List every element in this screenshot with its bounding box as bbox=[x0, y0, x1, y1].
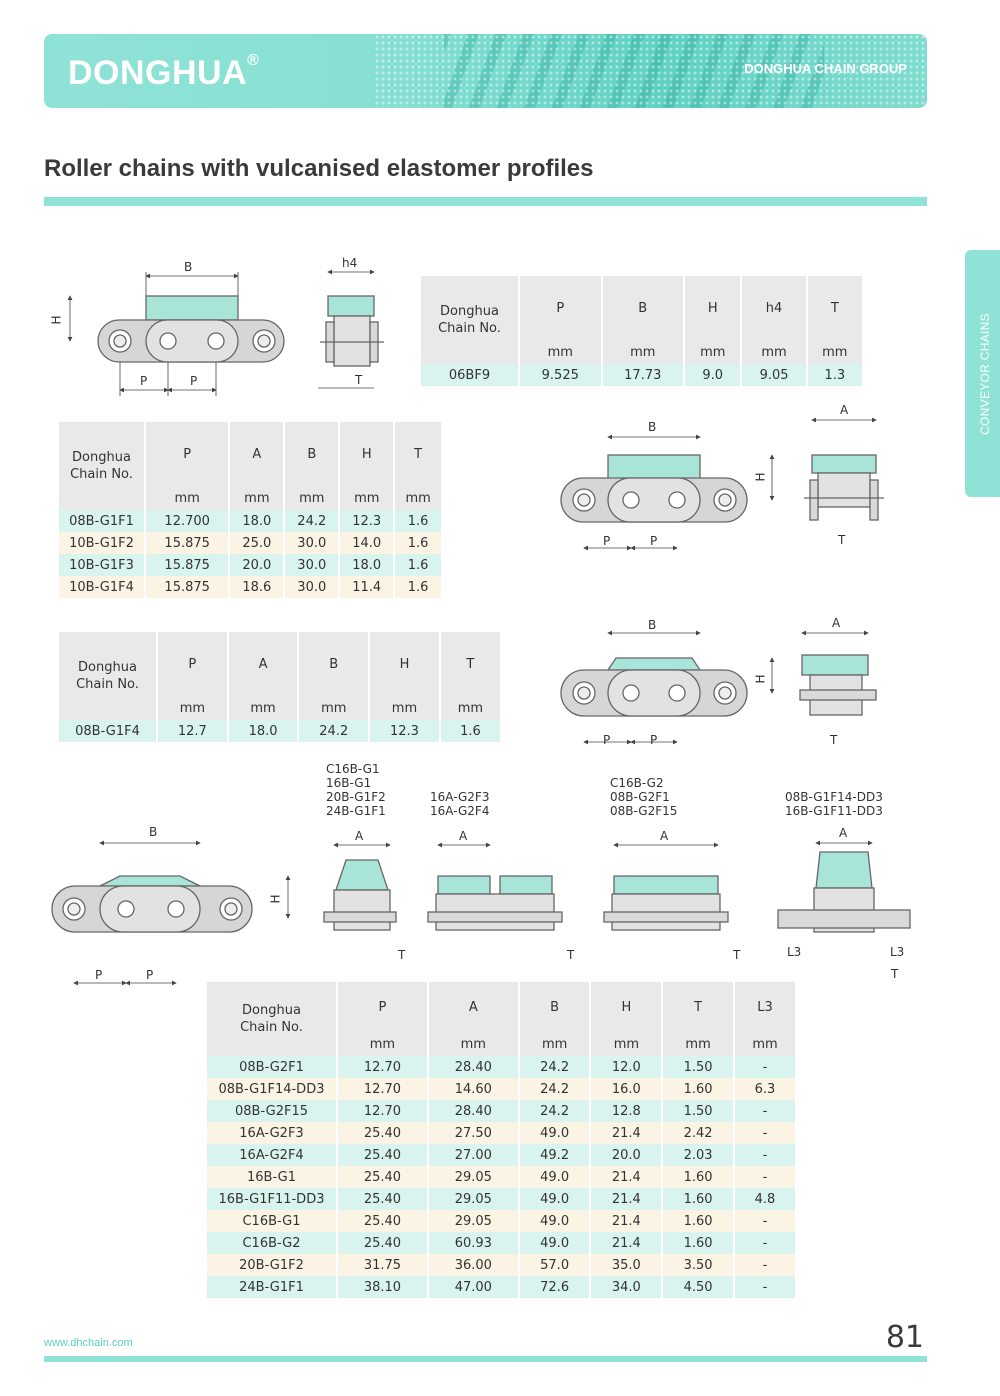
header-t: T bbox=[662, 982, 734, 1032]
cell-h: 12.3 bbox=[339, 510, 394, 532]
cell-p: 12.700 bbox=[145, 510, 229, 532]
cell-h: 35.0 bbox=[590, 1254, 662, 1276]
cell-chain-no: 08B-G2F1 bbox=[207, 1056, 337, 1078]
cell-p: 38.10 bbox=[337, 1276, 428, 1298]
table-row bbox=[207, 1188, 795, 1210]
header-h: H bbox=[590, 982, 662, 1032]
cell-h4: 9.05 bbox=[741, 364, 806, 386]
cell-p: 12.70 bbox=[337, 1056, 428, 1078]
unit-cell: mm bbox=[284, 486, 339, 510]
dim-label-p: P bbox=[650, 534, 658, 548]
dim-label-a: A bbox=[459, 829, 468, 843]
cell-a: 18.6 bbox=[229, 576, 284, 598]
cell-t: 1.60 bbox=[662, 1232, 734, 1254]
cell-t: 1.60 bbox=[662, 1210, 734, 1232]
cell-chain-no: 10B-G1F2 bbox=[59, 532, 145, 554]
header-p: P bbox=[157, 632, 228, 696]
dim-label-p: P bbox=[603, 534, 611, 548]
chain-end-view-g2 bbox=[604, 876, 728, 930]
cell-a: 14.60 bbox=[428, 1078, 519, 1100]
cell-p: 25.40 bbox=[337, 1122, 428, 1144]
cell-chain-no: 08B-G1F14-DD3 bbox=[207, 1078, 337, 1100]
cell-a: 36.00 bbox=[428, 1254, 519, 1276]
header-h: H bbox=[684, 276, 741, 340]
cell-l3: - bbox=[734, 1122, 795, 1144]
cell-a: 18.0 bbox=[229, 510, 284, 532]
spec-table-g1f bbox=[59, 422, 441, 598]
table-row bbox=[59, 532, 441, 554]
header-p: P bbox=[337, 982, 428, 1032]
table-row bbox=[207, 1100, 795, 1122]
cell-a: 25.0 bbox=[229, 532, 284, 554]
cell-b: 30.0 bbox=[284, 532, 339, 554]
cell-chain-no: 08B-G1F1 bbox=[59, 510, 145, 532]
cell-h: 16.0 bbox=[590, 1078, 662, 1100]
group-name: DONGHUA CHAIN GROUP bbox=[744, 61, 907, 76]
chain-group-label-g1: C16B-G1 16B-G1 20B-G1F2 24B-G1F1 bbox=[326, 762, 386, 818]
header-t: T bbox=[394, 422, 441, 486]
header-b: B bbox=[602, 276, 685, 340]
header-chain-no: Donghua Chain No. bbox=[59, 632, 157, 720]
cell-h: 21.4 bbox=[590, 1232, 662, 1254]
chain-end-view-g1 bbox=[324, 860, 396, 930]
cell-a: 28.40 bbox=[428, 1056, 519, 1078]
dim-label-p: P bbox=[190, 374, 198, 388]
dim-label-t: T bbox=[355, 373, 363, 387]
cell-b: 30.0 bbox=[284, 576, 339, 598]
cell-b: 24.2 bbox=[519, 1078, 591, 1100]
unit-cell: mm bbox=[519, 1032, 591, 1056]
unit-cell: mm bbox=[519, 340, 602, 364]
cell-b: 49.2 bbox=[519, 1144, 591, 1166]
table-row bbox=[207, 1144, 795, 1166]
cell-b: 24.2 bbox=[298, 720, 369, 742]
header-h: H bbox=[339, 422, 394, 486]
chain-side-view-06bf9 bbox=[98, 296, 284, 362]
dim-label-p: P bbox=[95, 968, 103, 982]
cell-h: 21.4 bbox=[590, 1210, 662, 1232]
chain-side-view-g2 bbox=[52, 876, 252, 932]
dim-label-t: T bbox=[567, 948, 575, 962]
chain-end-view-g1f bbox=[804, 455, 884, 520]
spec-table-g2 bbox=[207, 982, 795, 1298]
header-p: P bbox=[145, 422, 229, 486]
cell-b: 49.0 bbox=[519, 1210, 591, 1232]
unit-cell: mm bbox=[807, 340, 862, 364]
dim-label-b: B bbox=[648, 618, 657, 632]
dim-label-a: A bbox=[840, 403, 849, 417]
unit-cell: mm bbox=[339, 486, 394, 510]
cell-h: 11.4 bbox=[339, 576, 394, 598]
table-row bbox=[207, 1276, 795, 1298]
cell-h: 34.0 bbox=[590, 1276, 662, 1298]
cell-l3: - bbox=[734, 1100, 795, 1122]
cell-l3: 6.3 bbox=[734, 1078, 795, 1100]
cell-h: 14.0 bbox=[339, 532, 394, 554]
cell-t: 2.42 bbox=[662, 1122, 734, 1144]
cell-t: 1.6 bbox=[394, 532, 441, 554]
cell-l3: - bbox=[734, 1210, 795, 1232]
cell-t: 1.6 bbox=[394, 554, 441, 576]
cell-a: 28.40 bbox=[428, 1100, 519, 1122]
cell-h: 21.4 bbox=[590, 1188, 662, 1210]
cell-t: 1.50 bbox=[662, 1056, 734, 1078]
cell-p: 31.75 bbox=[337, 1254, 428, 1276]
header-h4: h4 bbox=[741, 276, 806, 340]
dim-label-t: T bbox=[838, 533, 846, 547]
dim-label-h: H bbox=[753, 674, 768, 684]
cell-h: 18.0 bbox=[339, 554, 394, 576]
chain-end-view-g2f3 bbox=[428, 876, 562, 930]
header-l3: L3 bbox=[734, 982, 795, 1032]
cell-chain-no: 08B-G1F4 bbox=[59, 720, 157, 742]
cell-b: 49.0 bbox=[519, 1188, 591, 1210]
cell-l3: - bbox=[734, 1144, 795, 1166]
cell-h: 20.0 bbox=[590, 1144, 662, 1166]
unit-cell: mm bbox=[662, 1032, 734, 1056]
unit-cell: mm bbox=[741, 340, 806, 364]
chain-side-view-08b-g1f4 bbox=[561, 658, 747, 716]
dim-label-a: A bbox=[660, 829, 669, 843]
header-chain-no: Donghua Chain No. bbox=[207, 982, 337, 1056]
cell-p: 9.525 bbox=[519, 364, 602, 386]
dim-label-h: H bbox=[753, 472, 768, 482]
dim-label-t: T bbox=[830, 733, 838, 747]
dim-label-t: T bbox=[891, 967, 899, 981]
chain-end-view-08b-g1f4 bbox=[800, 655, 876, 715]
dim-label-h: H bbox=[49, 315, 64, 325]
cell-b: 30.0 bbox=[284, 554, 339, 576]
cell-a: 20.0 bbox=[229, 554, 284, 576]
cell-l3: 4.8 bbox=[734, 1188, 795, 1210]
cell-h: 9.0 bbox=[684, 364, 741, 386]
table-row bbox=[59, 554, 441, 576]
cell-b: 17.73 bbox=[602, 364, 685, 386]
table-row bbox=[207, 1056, 795, 1078]
unit-cell: mm bbox=[684, 340, 741, 364]
dim-label-a: A bbox=[355, 829, 364, 843]
dim-label-b: B bbox=[149, 825, 158, 839]
unit-cell: mm bbox=[590, 1032, 662, 1056]
header-a: A bbox=[229, 422, 284, 486]
dim-label-a: A bbox=[839, 826, 848, 840]
cell-t: 1.60 bbox=[662, 1188, 734, 1210]
cell-p: 12.7 bbox=[157, 720, 228, 742]
unit-cell: mm bbox=[228, 696, 299, 720]
table-row bbox=[207, 1122, 795, 1144]
header-h: H bbox=[369, 632, 440, 696]
cell-a: 47.00 bbox=[428, 1276, 519, 1298]
table-row bbox=[59, 510, 441, 532]
unit-cell: mm bbox=[298, 696, 369, 720]
dim-label-a: A bbox=[832, 616, 841, 630]
cell-chain-no: 10B-G1F3 bbox=[59, 554, 145, 576]
cell-t: 4.50 bbox=[662, 1276, 734, 1298]
cell-chain-no: 06BF9 bbox=[421, 364, 519, 386]
cell-p: 25.40 bbox=[337, 1210, 428, 1232]
cell-p: 15.875 bbox=[145, 554, 229, 576]
cell-a: 29.05 bbox=[428, 1210, 519, 1232]
unit-cell: mm bbox=[440, 696, 500, 720]
chain-group-label-g2: C16B-G2 08B-G2F1 08B-G2F15 bbox=[610, 776, 678, 818]
cell-b: 24.2 bbox=[519, 1100, 591, 1122]
cell-l3: - bbox=[734, 1056, 795, 1078]
cell-b: 72.6 bbox=[519, 1276, 591, 1298]
dim-label-p: P bbox=[603, 733, 611, 747]
dim-label-p: P bbox=[650, 733, 658, 747]
cell-p: 25.40 bbox=[337, 1144, 428, 1166]
header-p: P bbox=[519, 276, 602, 340]
cell-h: 21.4 bbox=[590, 1122, 662, 1144]
page-number: 81 bbox=[885, 1320, 924, 1355]
header-b: B bbox=[519, 982, 591, 1032]
unit-cell: mm bbox=[145, 486, 229, 510]
cell-p: 12.70 bbox=[337, 1078, 428, 1100]
cell-chain-no: 16A-G2F4 bbox=[207, 1144, 337, 1166]
cell-h: 12.0 bbox=[590, 1056, 662, 1078]
unit-cell: mm bbox=[337, 1032, 428, 1056]
cell-a: 60.93 bbox=[428, 1232, 519, 1254]
cell-a: 18.0 bbox=[228, 720, 299, 742]
dim-label-b: B bbox=[184, 260, 193, 274]
page-title: Roller chains with vulcanised elastomer profiles bbox=[44, 155, 594, 182]
dim-label-h4: h4 bbox=[342, 256, 358, 270]
cell-t: 1.60 bbox=[662, 1078, 734, 1100]
dim-label-h: H bbox=[268, 894, 283, 904]
cell-h: 12.3 bbox=[369, 720, 440, 742]
cell-t: 1.6 bbox=[394, 510, 441, 532]
dim-label-t: T bbox=[398, 948, 406, 962]
cell-p: 15.875 bbox=[145, 576, 229, 598]
dim-label-l3: L3 bbox=[890, 945, 905, 959]
cell-t: 1.3 bbox=[807, 364, 862, 386]
cell-a: 29.05 bbox=[428, 1166, 519, 1188]
header-chain-no: Donghua Chain No. bbox=[421, 276, 519, 364]
cell-b: 57.0 bbox=[519, 1254, 591, 1276]
cell-l3: - bbox=[734, 1276, 795, 1298]
spec-table-06bf9 bbox=[421, 276, 862, 386]
table-row bbox=[207, 1210, 795, 1232]
table-row bbox=[421, 364, 862, 386]
table-row bbox=[207, 1166, 795, 1188]
cell-chain-no: 16B-G1 bbox=[207, 1166, 337, 1188]
cell-t: 3.50 bbox=[662, 1254, 734, 1276]
table-row bbox=[207, 1254, 795, 1276]
cell-t: 1.6 bbox=[440, 720, 500, 742]
cell-a: 27.50 bbox=[428, 1122, 519, 1144]
chain-end-view-dd3 bbox=[778, 852, 910, 932]
unit-cell: mm bbox=[602, 340, 685, 364]
dim-label-t: T bbox=[733, 948, 741, 962]
brand-logo: DONGHUA® bbox=[68, 52, 260, 92]
cell-p: 15.875 bbox=[145, 532, 229, 554]
unit-cell: mm bbox=[369, 696, 440, 720]
cell-l3: - bbox=[734, 1254, 795, 1276]
cell-b: 49.0 bbox=[519, 1122, 591, 1144]
chain-end-view-06bf9 bbox=[320, 296, 384, 366]
unit-cell: mm bbox=[157, 696, 228, 720]
chain-side-view-g1f bbox=[561, 455, 747, 522]
dim-label-p: P bbox=[146, 968, 154, 982]
cell-chain-no: 16B-G1F11-DD3 bbox=[207, 1188, 337, 1210]
cell-t: 1.6 bbox=[394, 576, 441, 598]
chain-group-label-dd3: 08B-G1F14-DD3 16B-G1F11-DD3 bbox=[785, 790, 883, 818]
cell-t: 1.50 bbox=[662, 1100, 734, 1122]
header-chain-no: Donghua Chain No. bbox=[59, 422, 145, 510]
cell-t: 2.03 bbox=[662, 1144, 734, 1166]
table-row bbox=[207, 1078, 795, 1100]
header-a: A bbox=[428, 982, 519, 1032]
header-b: B bbox=[284, 422, 339, 486]
dim-label-b: B bbox=[648, 420, 657, 434]
cell-a: 27.00 bbox=[428, 1144, 519, 1166]
cell-l3: - bbox=[734, 1232, 795, 1254]
unit-cell: mm bbox=[229, 486, 284, 510]
unit-cell: mm bbox=[734, 1032, 795, 1056]
dim-label-p: P bbox=[140, 374, 148, 388]
cell-p: 25.40 bbox=[337, 1188, 428, 1210]
table-row bbox=[59, 720, 500, 742]
cell-p: 25.40 bbox=[337, 1166, 428, 1188]
cell-b: 49.0 bbox=[519, 1166, 591, 1188]
spec-table-08b-g1f4 bbox=[59, 632, 500, 742]
cell-b: 49.0 bbox=[519, 1232, 591, 1254]
dim-label-l3: L3 bbox=[787, 945, 802, 959]
cell-chain-no: 24B-G1F1 bbox=[207, 1276, 337, 1298]
unit-cell: mm bbox=[428, 1032, 519, 1056]
cell-chain-no: C16B-G1 bbox=[207, 1210, 337, 1232]
header-t: T bbox=[440, 632, 500, 696]
unit-cell: mm bbox=[394, 486, 441, 510]
cell-chain-no: 10B-G1F4 bbox=[59, 576, 145, 598]
footer-divider bbox=[44, 1356, 927, 1362]
table-row bbox=[207, 1232, 795, 1254]
cell-a: 29.05 bbox=[428, 1188, 519, 1210]
cell-t: 1.60 bbox=[662, 1166, 734, 1188]
cell-chain-no: 20B-G1F2 bbox=[207, 1254, 337, 1276]
cell-p: 25.40 bbox=[337, 1232, 428, 1254]
table-row bbox=[59, 576, 441, 598]
section-tab[interactable]: CONVEYOR CHAINS bbox=[965, 250, 1000, 497]
dimension-lines-8 bbox=[334, 843, 872, 845]
cell-b: 24.2 bbox=[519, 1056, 591, 1078]
cell-h: 21.4 bbox=[590, 1166, 662, 1188]
cell-b: 24.2 bbox=[284, 510, 339, 532]
cell-p: 12.70 bbox=[337, 1100, 428, 1122]
cell-l3: - bbox=[734, 1166, 795, 1188]
cell-h: 12.8 bbox=[590, 1100, 662, 1122]
header-b: B bbox=[298, 632, 369, 696]
header-t: T bbox=[807, 276, 862, 340]
cell-chain-no: 16A-G2F3 bbox=[207, 1122, 337, 1144]
cell-chain-no: C16B-G2 bbox=[207, 1232, 337, 1254]
header-a: A bbox=[228, 632, 299, 696]
chain-group-label-g2f: 16A-G2F3 16A-G2F4 bbox=[430, 790, 490, 818]
website-link[interactable]: www.dhchain.com bbox=[44, 1337, 133, 1349]
cell-chain-no: 08B-G2F15 bbox=[207, 1100, 337, 1122]
